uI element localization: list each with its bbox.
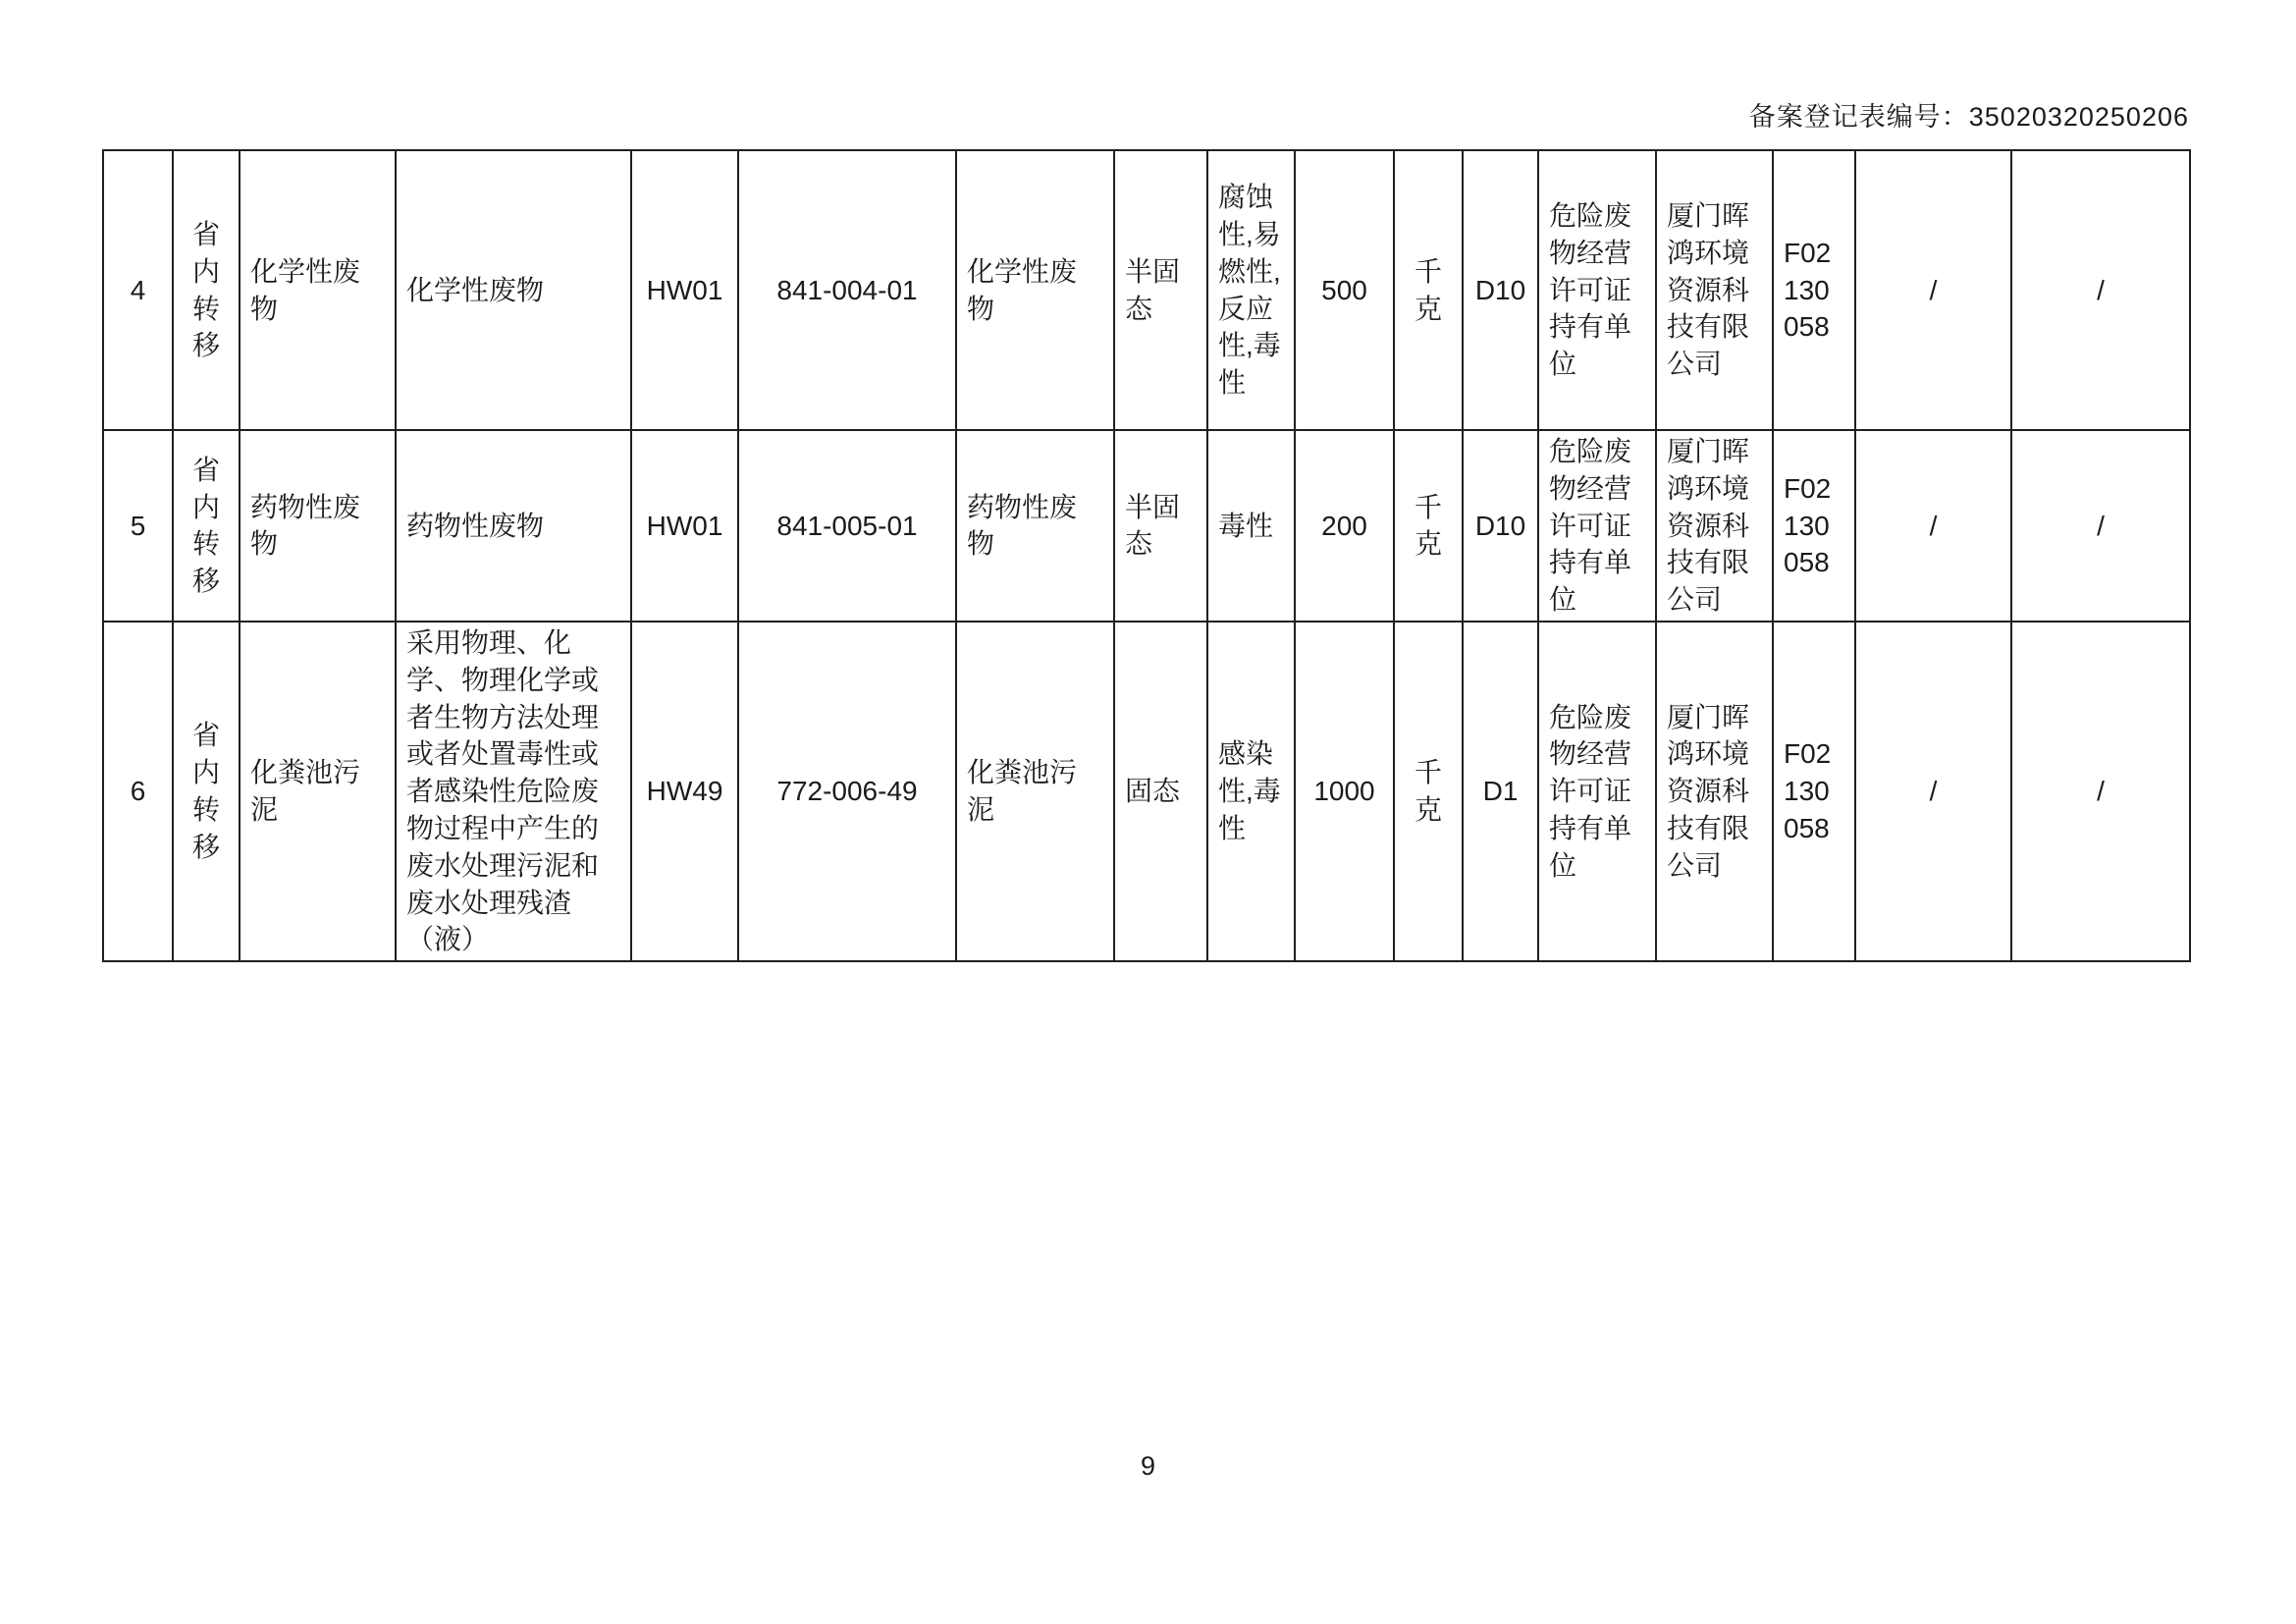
cell-unit: 千克	[1394, 150, 1463, 430]
cell-waste-category: HW01	[631, 430, 738, 622]
table-row	[103, 150, 2190, 430]
cell-physical-state: 半固态	[1114, 150, 1207, 430]
waste-transfer-table	[102, 149, 2191, 962]
cell-physical-state: 固态	[1114, 622, 1207, 961]
registration-number-header	[102, 100, 2189, 134]
cell-remark-1: /	[1855, 430, 2011, 622]
cell-remark-2: /	[2011, 150, 2190, 430]
cell-disposal-code: D10	[1463, 430, 1538, 622]
cell-seq: 6	[103, 622, 173, 961]
cell-hazard-traits: 腐蚀性,易燃性,反应性,毒性	[1207, 150, 1295, 430]
cell-waste-name-2: 药物性废物	[956, 430, 1114, 622]
cell-waste-code: 841-004-01	[738, 150, 956, 430]
cell-waste-name: 化粪池污泥	[240, 622, 396, 961]
cell-remark-2: /	[2011, 622, 2190, 961]
cell-disposal-code: D1	[1463, 622, 1538, 961]
cell-waste-name: 药物性废物	[240, 430, 396, 622]
cell-physical-state: 半固态	[1114, 430, 1207, 622]
cell-receiver-type: 危险废物经营许可证持有单位	[1538, 150, 1656, 430]
cell-disposal-code: D10	[1463, 150, 1538, 430]
cell-waste-name-2: 化粪池污泥	[956, 622, 1114, 961]
cell-hazard-traits: 毒性	[1207, 430, 1295, 622]
cell-waste-name-2: 化学性废物	[956, 150, 1114, 430]
cell-seq: 4	[103, 150, 173, 430]
cell-waste-category: HW01	[631, 150, 738, 430]
cell-waste-description: 药物性废物	[396, 430, 631, 622]
registration-number-label: 备案登记表编号：	[1748, 102, 1969, 132]
cell-unit: 千克	[1394, 430, 1463, 622]
cell-waste-code: 772-006-49	[738, 622, 956, 961]
cell-receiver-company: 厦门晖鸿环境资源科技有限公司	[1656, 150, 1773, 430]
cell-transfer-scope: 省内转移	[173, 430, 240, 622]
cell-license-no: F02130058	[1773, 150, 1855, 430]
cell-receiver-type: 危险废物经营许可证持有单位	[1538, 430, 1656, 622]
cell-receiver-type: 危险废物经营许可证持有单位	[1538, 622, 1656, 961]
cell-remark-2: /	[2011, 430, 2190, 622]
cell-quantity: 1000	[1295, 622, 1394, 961]
cell-hazard-traits: 感染性,毒性	[1207, 622, 1295, 961]
cell-waste-description: 化学性废物	[396, 150, 631, 430]
cell-transfer-scope: 省内转移	[173, 622, 240, 961]
cell-waste-description: 采用物理、化学、物理化学或者生物方法处理或者处置毒性或者感染性危险废物过程中产生的废水处理污泥和废水处理残渣（液）	[396, 622, 631, 961]
cell-waste-category: HW49	[631, 622, 738, 961]
cell-license-no: F02130058	[1773, 622, 1855, 961]
cell-waste-name: 化学性废物	[240, 150, 396, 430]
cell-license-no: F02130058	[1773, 430, 1855, 622]
cell-waste-code: 841-005-01	[738, 430, 956, 622]
registration-number-value: 35020320250206	[1968, 102, 2189, 132]
page-number: 9	[1140, 1451, 1156, 1481]
cell-quantity: 200	[1295, 430, 1394, 622]
cell-quantity: 500	[1295, 150, 1394, 430]
cell-remark-1: /	[1855, 622, 2011, 961]
cell-transfer-scope: 省内转移	[173, 150, 240, 430]
cell-remark-1: /	[1855, 150, 2011, 430]
cell-receiver-company: 厦门晖鸿环境资源科技有限公司	[1656, 430, 1773, 622]
table-row	[103, 622, 2190, 961]
cell-receiver-company: 厦门晖鸿环境资源科技有限公司	[1656, 622, 1773, 961]
cell-unit: 千克	[1394, 622, 1463, 961]
table-row	[103, 430, 2190, 622]
cell-seq: 5	[103, 430, 173, 622]
